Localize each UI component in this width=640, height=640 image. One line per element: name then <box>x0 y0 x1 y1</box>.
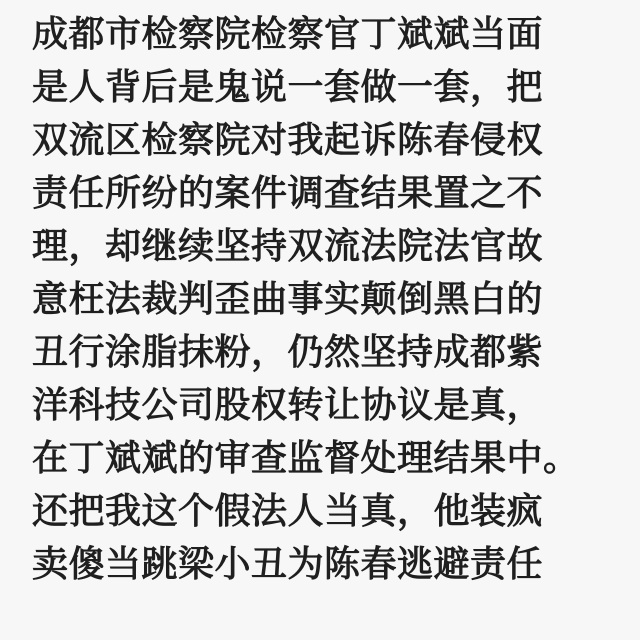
post-text <box>32 8 632 591</box>
text-line-5: 理，却继续坚持双流法院法官故 <box>32 226 544 267</box>
text-line-11: 卖傻当跳梁小丑为陈春逃避责任 <box>32 544 544 585</box>
text-line-8: 洋科技公司股权转让协议是真， <box>32 385 544 426</box>
text-line-10: 还把我这个假法人当真，他装疯 <box>32 491 544 532</box>
text-line-3: 双流区检察院对我起诉陈春侵权 <box>32 120 544 161</box>
text-line-2: 是人背后是鬼说一套做一套，把 <box>32 67 544 108</box>
text-line-9: 在丁斌斌的审查监督处理结果中。 <box>32 438 580 479</box>
text-line-4: 责任所纷的案件调查结果置之不 <box>32 173 544 214</box>
text-line-1: 成都市检察院检察官丁斌斌当面 <box>32 14 544 55</box>
text-line-6: 意枉法裁判歪曲事实颠倒黑白的 <box>32 279 544 320</box>
text-line-7: 丑行涂脂抹粉，仍然坚持成都紫 <box>32 332 544 373</box>
